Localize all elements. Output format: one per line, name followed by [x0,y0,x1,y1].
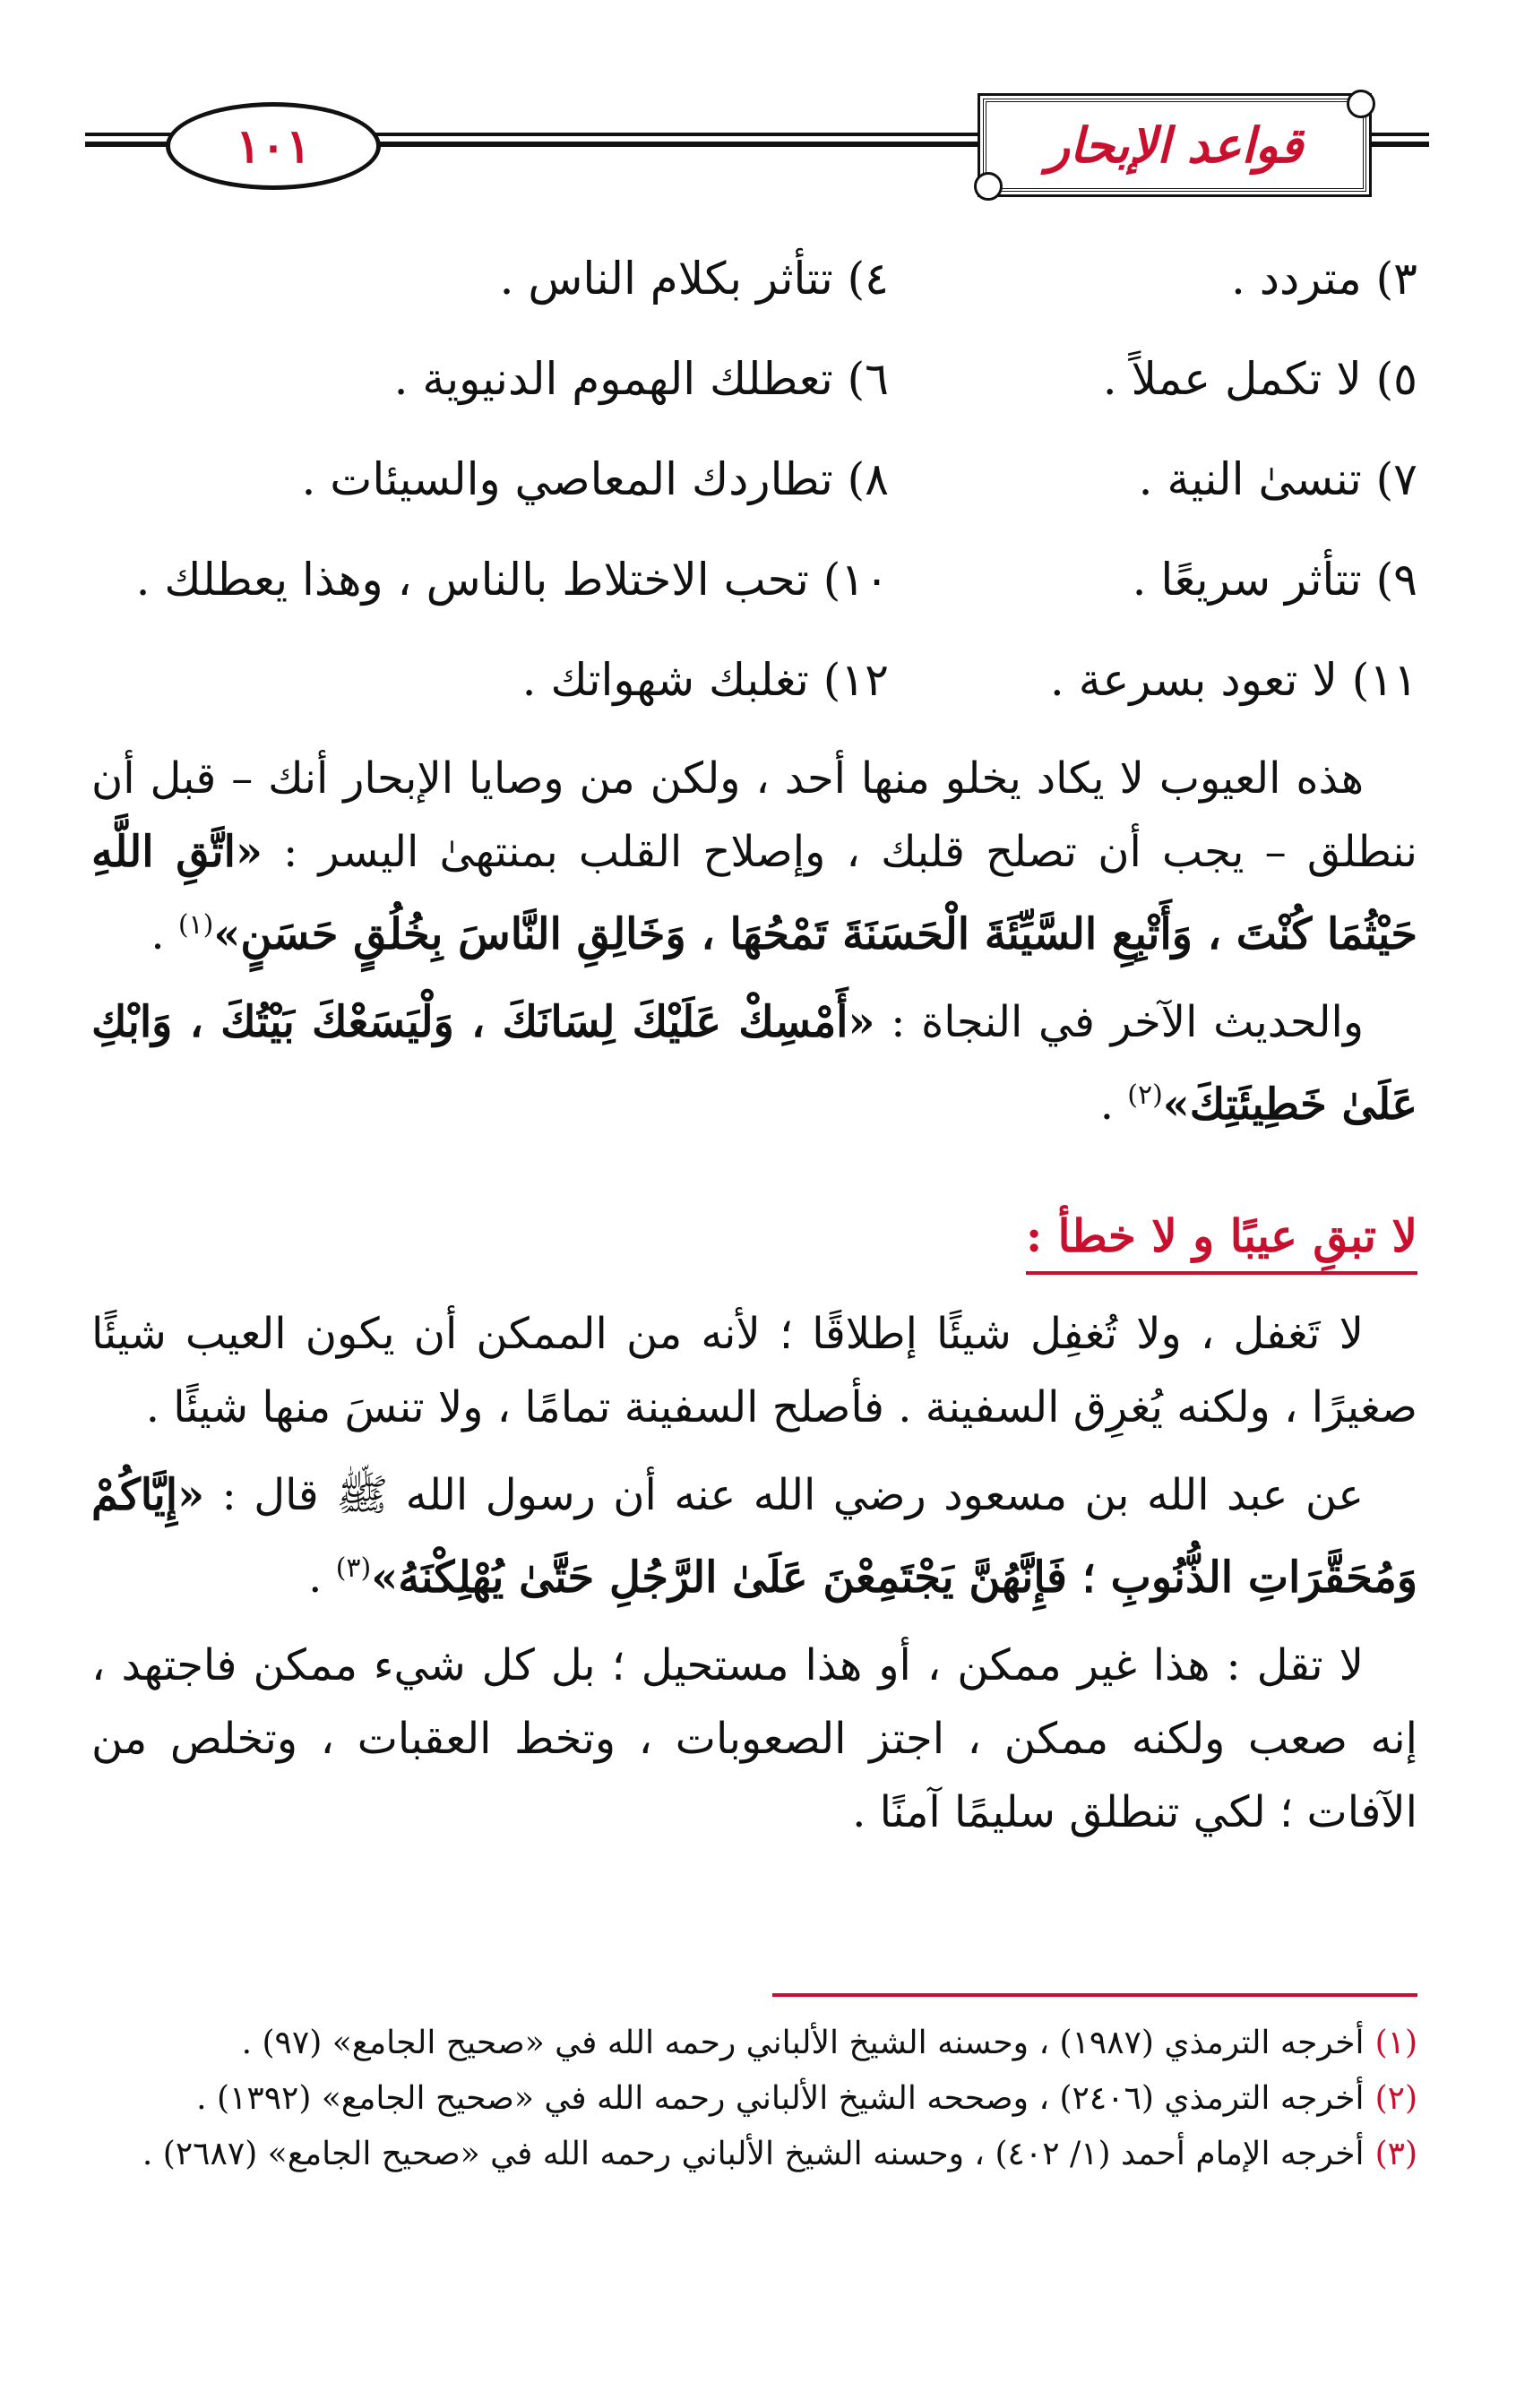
page-number: ١٠١ [236,118,311,174]
fault-item: ١٠) تحب الاختلاط بالناس ، وهذا يعطلك . [135,554,889,606]
footnotes [91,2016,1417,2182]
fault-item: ٤) تتأثر بكلام الناس . [499,253,889,305]
footnote-number: (١) [1374,2025,1417,2061]
paragraph [91,742,1417,971]
paragraph-end: . [308,1552,336,1603]
paragraph [91,1458,1417,1614]
paragraph [91,985,1417,1141]
footnote-number: (٢) [1374,2080,1417,2117]
page-number-oval [166,102,381,190]
footnote-text: أخرجه الترمذي (١٩٨٧) ، وحسنه الشيخ الألباني رحمه الله في «صحيح الجامع» (٩٧) . [241,2025,1365,2061]
list-item [91,429,1417,529]
running-title-frame [983,99,1366,192]
hadith-quote: «أَمْسِكْ عَلَيْكَ لِسَانَكَ ، وَلْيَسَعْكَ بَيْتُكَ ، وَابْكِ عَلَىٰ خَطِيئَتِكَ» [91,997,1417,1130]
running-title: قواعد الإبحار [1046,116,1304,174]
fault-item: ٣) متردد . [1230,253,1417,305]
footnote-number: (٣) [1374,2136,1417,2172]
body-text-lower [91,1297,1417,1849]
footnote-ref[interactable]: (٢) [1127,1079,1163,1111]
paragraph-end: . [151,909,178,959]
fault-item: ٩) تتأثر سريعًا . [1132,554,1417,606]
ornament-icon [1347,90,1375,118]
paragraph-text: عن عبد الله بن مسعود رضي الله عنه أن رسول الله ﷺ قال : [204,1470,1364,1520]
faults-list [91,228,1417,730]
fault-item: ٨) تطاردك المعاصي والسيئات . [301,453,889,505]
list-item [91,329,1417,429]
fault-item: ٦) تعطلك الهموم الدنيوية . [393,353,889,405]
footnote-text: أخرجه الترمذي (٢٤٠٦) ، وصححه الشيخ الألباني رحمه الله في «صحيح الجامع» (١٣٩٢) . [196,2080,1365,2117]
paragraph-text: والحديث الآخر في النجاة : [874,997,1364,1047]
list-item [91,228,1417,329]
fault-item: ٧) تنسىٰ النية . [1138,453,1417,505]
footnote-ref[interactable]: (١) [177,909,214,941]
body-text-upper [91,742,1417,1141]
footnote-ref[interactable]: (٣) [335,1552,372,1584]
list-item [91,630,1417,730]
page-header [85,90,1429,206]
footnote [91,2071,1417,2127]
paragraph-end: . [1099,1079,1128,1130]
hadith-quote: «إِيَّاكُمْ وَمُحَقَّرَاتِ الذُّنُوبِ ؛ فَإِنَّهُنَّ يَجْتَمِعْنَ عَلَىٰ الرَّجُلِ حَتَّىٰ يُهْلِكْنَهُ» [91,1470,1417,1603]
paragraph: لا تَغفل ، ولا تُغفِل شيئًا إطلاقًا ؛ لأنه من الممكن أن يكون العيب شيئًا صغيرًا ، ولكنه يُغرِق السفينة . فأصلح السفينة تمامًا ، ولا تنسَ منها شيئًا . [91,1309,1417,1432]
footnote-text: أخرجه الإمام أحمد (١/ ٤٠٢) ، وحسنه الشيخ الألباني رحمه الله في «صحيح الجامع» (٢٦٨٧) . [142,2136,1365,2172]
fault-item: ١١) لا تعود بسرعة . [1049,654,1417,706]
section-heading: لا تبقِ عيبًا و لا خطأ : [1026,1205,1417,1275]
footnote-divider [772,1993,1417,1997]
footnote [91,2016,1417,2071]
paragraph-text: هذه العيوب لا يكاد يخلو منها أحد ، ولكن من وصايا الإبحار أنك – قبل أن ننطلق – يجب أن تصلح قلبك ، وإصلاح القلب بمنتهىٰ اليسر : [91,753,1417,877]
hadith-quote: «اتَّقِ اللَّهِ حَيْثُمَا كُنْتَ ، وَأَتْبِعِ السَّيِّئَةَ الْحَسَنَةَ تَمْحُهَا ، وَخَالِقِ النَّاسَ بِخُلُقٍ حَسَنٍ» [91,827,1417,959]
ornament-icon [974,172,1003,201]
paragraph: لا تقل : هذا غير ممكن ، أو هذا مستحيل ؛ بل كل شيء ممكن فاجتهد ، إنه صعب ولكنه ممكن ، اجتز الصعوبات ، وتخط العقبات ، وتخلص من الآفات ؛ لكي تنطلق سليمًا آمنًا . [91,1640,1417,1837]
fault-item: ٥) لا تكمل عملاً . [1102,353,1417,405]
footnote [91,2127,1417,2182]
fault-item: ١٢) تغلبك شهواتك . [521,654,889,706]
list-item [91,529,1417,630]
